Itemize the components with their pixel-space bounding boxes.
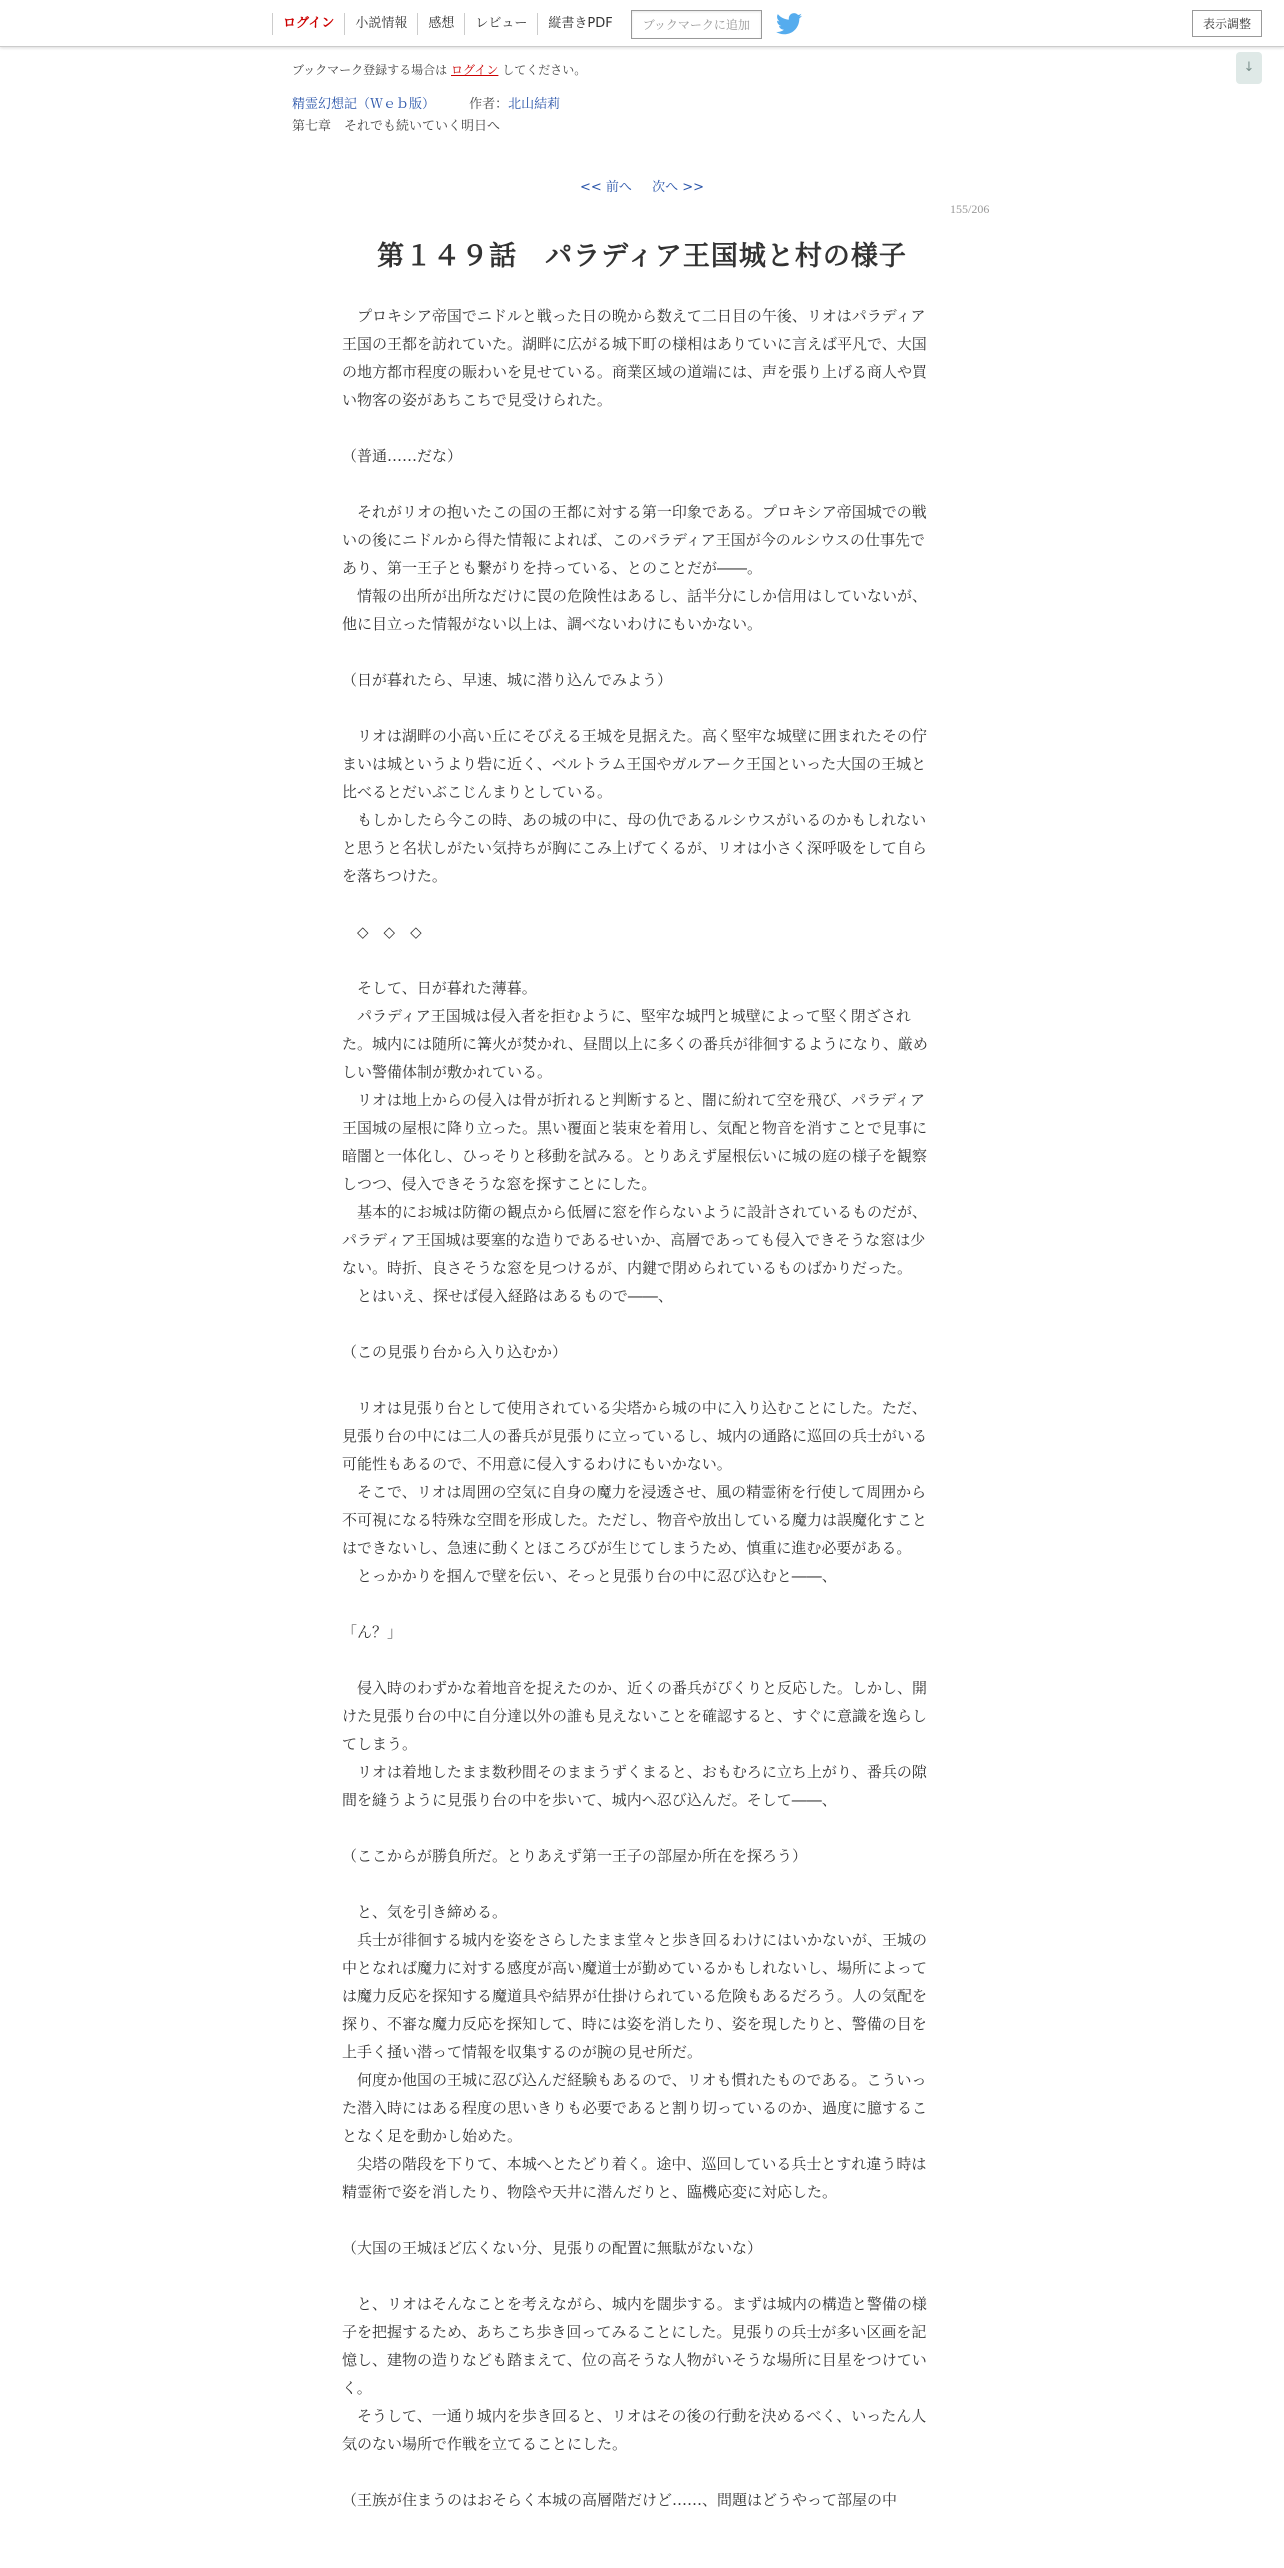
body-paragraph	[342, 1646, 936, 1674]
novel-header	[292, 60, 1012, 138]
body-paragraph	[342, 946, 936, 974]
body-paragraph: （ここからが勝負所だ。とりあえず第一王子の部屋か所在を探ろう）	[342, 1847, 808, 1865]
body-paragraph: （日が暮れたら、早速、城に潜り込んでみよう）	[342, 671, 673, 689]
body-paragraph: リオは湖畔の小高い丘にそびえる王城を見据えた。高く堅牢な城壁に囲まれたその佇まいは城というより砦に近く、ベルトラム王国やガルアーク王国といった大国の王城と比べるとだいぶこじんまりとしている。	[342, 727, 927, 801]
body-paragraph: 基本的にお城は防衛の観点から低層に窓を作らないように設計されているものだが、パラディア王国城は要塞的な造りであるせいか、高層であっても侵入できそうな窓は少ない。時折、良さそうな窓を見つけるが、内鍵で閉められているものばかりだった。	[342, 1203, 928, 1277]
body-paragraph	[342, 1870, 936, 1898]
author-link[interactable]: 北山結莉	[508, 97, 561, 112]
bookmark-login-link[interactable]: ログイン	[451, 63, 499, 77]
body-paragraph	[342, 694, 936, 722]
novel-body	[342, 302, 936, 2514]
episode-counter: 155/206	[950, 202, 990, 216]
prev-episode-link[interactable]: << 前へ	[580, 180, 632, 195]
bookmark-add-button[interactable]: ブックマークに追加	[631, 10, 762, 39]
body-paragraph	[342, 414, 936, 442]
body-paragraph: 何度か他国の王城に忍び込んだ経験もあるので、リオも慣れたものである。こういった潜入時にはある程度の思いきりも必要であると割り切っているのか、過度に臆することなく足を動かし始めた。	[342, 2071, 928, 2145]
episode-title: 第１４９話 パラディア王国城と村の様子	[377, 241, 907, 272]
body-paragraph	[342, 638, 936, 666]
impressions-link[interactable]: 感想	[417, 13, 464, 35]
twitter-icon[interactable]	[776, 13, 802, 35]
scroll-down-icon[interactable]: ↓	[1236, 52, 1262, 84]
body-paragraph	[342, 1366, 936, 1394]
body-paragraph: 兵士が徘徊する城内を姿をさらしたまま堂々と歩き回るわけにはいかないが、王城の中となれば魔力に対する感度が高い魔道士が勤めているかもしれないし、場所によっては魔力反応を探知する魔道具や結界が仕掛けられている危険もあるだろう。人の気配を探り、不審な魔力反応を探知して、時には姿を消したり、姿を現したりと、警備の目を上手く掻い潜って情報を収集するのが腕の見せ所だ。	[342, 1931, 928, 2061]
body-paragraph	[342, 2206, 936, 2234]
vertical-pdf-link[interactable]: 縦書きPDF	[537, 13, 622, 35]
body-paragraph: とはいえ、探せば侵入経路はあるもので――、	[342, 1287, 673, 1305]
body-paragraph: （大国の王城ほど広くない分、見張りの配置に無駄がないな）	[342, 2239, 763, 2257]
body-paragraph: と、リオはそんなことを考えながら、城内を闊歩する。まずは城内の構造と警備の様子を把握するため、あちこち歩き回ってみることにした。見張りの兵士が多い区画を記憶し、建物の造りなども踏まえて、位の高そうな人物がいそうな場所に目星をつけていく。	[342, 2295, 927, 2397]
series-title-link[interactable]: 精霊幻想記（Ｗｅｂ版）	[292, 97, 436, 112]
body-paragraph: と、気を引き締める。	[342, 1903, 508, 1921]
body-paragraph: パラディア王国城は侵入者を拒むように、堅牢な城門と城壁によって堅く閉ざされた。城内には随所に篝火が焚かれ、昼間以上に多くの番兵が徘徊するようになり、厳めしい警備体制が敷かれている。	[342, 1007, 928, 1081]
body-paragraph: もしかしたら今この時、あの城の中に、母の仇であるルシウスがいるのかもしれないと思うと名状しがたい気持ちが胸にこみ上げてくるが、リオは小さく深呼吸をして自らを落ちつけた。	[342, 811, 927, 885]
top-navigation-bar	[0, 0, 1284, 47]
body-paragraph: 情報の出所が出所なだけに罠の危険性はあるし、話半分にしか信用はしていないが、他に目立った情報がない以上は、調べないわけにもいかない。	[342, 587, 928, 633]
body-paragraph	[342, 2458, 936, 2486]
body-paragraph	[342, 1590, 936, 1618]
body-paragraph: そうして、一通り城内を歩き回ると、リオはその後の行動を決めるべく、いったん人気のない場所で作戦を立てることにした。	[342, 2407, 927, 2453]
body-paragraph: （この見張り台から入り込むか）	[342, 1343, 568, 1361]
novel-meta	[292, 94, 1012, 116]
body-paragraph: プロキシア帝国でニドルと戦った日の晩から数えて二日目の午後、リオはパラディア王国の王都を訪れていた。湖畔に広がる城下町の様相はありていに言えば平凡で、大国の地方都市程度の賑わいを見せている。商業区域の道端には、声を張り上げる商人や買い物客の姿があちこちで見受けられた。	[342, 307, 928, 409]
bookmark-note-prefix: ブックマーク登録する場合は	[292, 63, 448, 77]
body-paragraph: とっかかりを掴んで壁を伝い、そっと見張り台の中に忍び込むと――、	[342, 1567, 837, 1585]
nav-links	[272, 9, 802, 39]
body-paragraph: そこで、リオは周囲の空気に自身の魔力を浸透させ、風の精霊術を行使して周囲から不可視になる特殊な空間を形成した。ただし、物音や放出している魔力は誤魔化すことはできないし、急速に動くとほころびが生じてしまうため、慎重に進む必要がある。	[342, 1483, 928, 1557]
body-paragraph	[342, 470, 936, 498]
novel-info-link[interactable]: 小説情報	[344, 13, 417, 35]
body-paragraph: 「ん？」	[342, 1623, 403, 1641]
chapter-title: 第七章 それでも続いていく明日へ	[292, 119, 501, 134]
body-paragraph: 侵入時のわずかな着地音を捉えたのか、近くの番兵がぴくりと反応した。しかし、開けた見張り台の中に自分達以外の誰も見えないことを確認すると、すぐに意識を逸らしてしまう。	[342, 1679, 928, 1753]
login-link[interactable]: ログイン	[272, 13, 344, 35]
body-paragraph	[342, 1814, 936, 1842]
body-paragraph: ◇ ◇ ◇	[342, 923, 422, 941]
review-link[interactable]: レビュー	[464, 13, 537, 35]
bookmark-note	[292, 60, 1012, 80]
body-paragraph	[342, 890, 936, 918]
body-paragraph	[342, 2262, 936, 2290]
body-paragraph: それがリオの抱いたこの国の王都に対する第一印象である。プロキシア帝国城での戦いの後にニドルから得た情報によれば、このパラディア王国が今のルシウスの仕事先であり、第一王子とも繋がりを持っている、とのことだが――。	[342, 503, 927, 577]
bookmark-note-suffix: してください。	[502, 63, 587, 77]
next-episode-link[interactable]: 次へ >>	[652, 180, 704, 195]
body-paragraph: 尖塔の階段を下りて、本城へとたどり着く。途中、巡回している兵士とすれ違う時は精霊術で姿を消したり、物陰や天井に潜んだりと、臨機応変に対応した。	[342, 2155, 927, 2201]
author-label: 作者：	[469, 97, 509, 112]
body-paragraph	[342, 1310, 936, 1338]
episode-pager	[0, 176, 1284, 195]
body-paragraph: （王族が住まうのはおそらく本城の高層階だけど……、問題はどうやって部屋の中	[342, 2491, 898, 2509]
body-paragraph: リオは地上からの侵入は骨が折れると判断すると、闇に紛れて空を飛び、パラディア王国城の屋根に降り立った。黒い覆面と装束を着用し、気配と物音を消すことで見事に暗闇と一体化し、ひっそりと移動を試みる。とりあえず屋根伝いに城の庭の様子を観察しつつ、侵入できそうな窓を探すことにした。	[342, 1091, 928, 1193]
body-paragraph: リオは着地したまま数秒間そのままうずくまると、おもむろに立ち上がり、番兵の隙間を縫うように見張り台の中を歩いて、城内へ忍び込んだ。そして――、	[342, 1763, 927, 1809]
body-paragraph: （普通……だな）	[342, 447, 463, 465]
body-paragraph: そして、日が暮れた薄暮。	[342, 979, 537, 997]
display-settings-button[interactable]: 表示調整	[1192, 10, 1262, 37]
body-paragraph: リオは見張り台として使用されている尖塔から城の中に入り込むことにした。ただ、見張り台の中には二人の番兵が見張りに立っているし、城内の通路に巡回の兵士がいる可能性もあるので、不用意に侵入するわけにもいかない。	[342, 1399, 928, 1473]
